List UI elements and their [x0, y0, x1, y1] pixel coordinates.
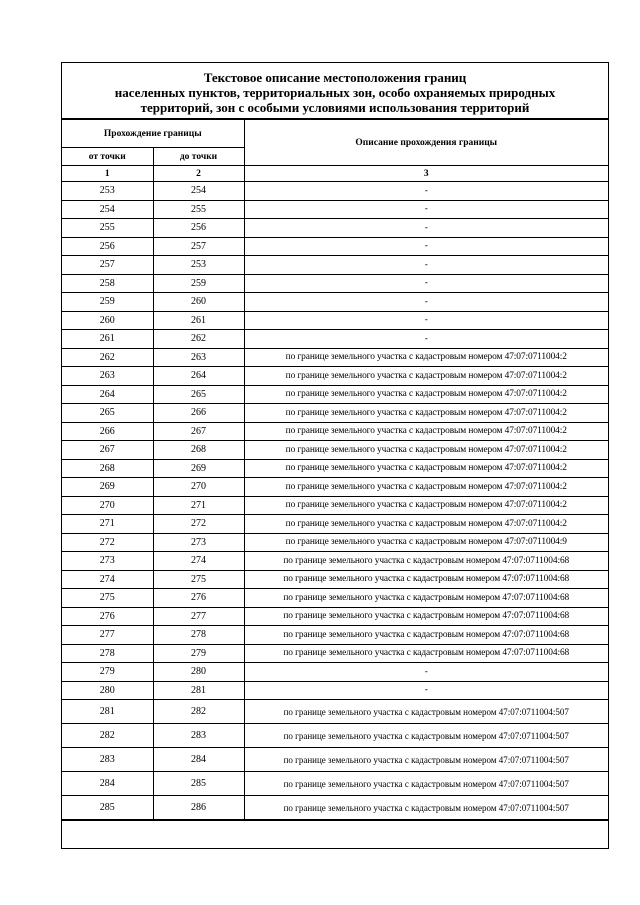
from-point-cell: 284: [62, 772, 153, 796]
description-cell: по границе земельного участка с кадастровым номером 47:07:0711004:2: [244, 404, 608, 423]
table-row: [62, 293, 608, 312]
from-point-cell: 258: [62, 274, 153, 293]
description-cell: по границе земельного участка с кадастровым номером 47:07:0711004:68: [244, 589, 608, 608]
from-point-cell: 277: [62, 626, 153, 645]
table-row: [62, 237, 608, 256]
from-point-cell: 265: [62, 404, 153, 423]
from-point-cell: 270: [62, 496, 153, 515]
table-row: [62, 496, 608, 515]
from-point-cell: 280: [62, 681, 153, 700]
table-row: [62, 404, 608, 423]
to-point-cell: 262: [153, 330, 244, 349]
table-row: [62, 748, 608, 772]
description-cell: -: [244, 293, 608, 312]
table-row: [62, 533, 608, 552]
to-point-cell: 275: [153, 570, 244, 589]
table-row: [62, 700, 608, 724]
from-point-cell: 261: [62, 330, 153, 349]
description-cell: по границе земельного участка с кадастровым номером 47:07:0711004:68: [244, 552, 608, 571]
from-point-cell: 264: [62, 385, 153, 404]
description-cell: по границе земельного участка с кадастровым номером 47:07:0711004:2: [244, 441, 608, 460]
to-point-cell: 280: [153, 663, 244, 682]
boundary-table: [62, 119, 608, 820]
table-row: [62, 459, 608, 478]
to-point-cell: 260: [153, 293, 244, 312]
to-point-cell: 266: [153, 404, 244, 423]
to-point-cell: 268: [153, 441, 244, 460]
table-row: [62, 274, 608, 293]
table-row: [62, 441, 608, 460]
to-point-cell: 265: [153, 385, 244, 404]
to-point-cell: 263: [153, 348, 244, 367]
title-line-2: населенных пунктов, территориальных зон, особо охраняемых природных: [114, 85, 556, 100]
from-point-cell: 275: [62, 589, 153, 608]
to-point-header: до точки: [153, 148, 244, 166]
from-point-cell: 254: [62, 200, 153, 219]
passage-header: Прохождение границы: [62, 120, 244, 148]
to-point-cell: 285: [153, 772, 244, 796]
description-cell: по границе земельного участка с кадастровым номером 47:07:0711004:68: [244, 644, 608, 663]
description-cell: по границе земельного участка с кадастровым номером 47:07:0711004:2: [244, 367, 608, 386]
description-cell: -: [244, 681, 608, 700]
to-point-cell: 253: [153, 256, 244, 275]
from-point-cell: 269: [62, 478, 153, 497]
description-cell: по границе земельного участка с кадастровым номером 47:07:0711004:68: [244, 626, 608, 645]
table-row: [62, 663, 608, 682]
description-cell: по границе земельного участка с кадастровым номером 47:07:0711004:507: [244, 724, 608, 748]
to-point-cell: 257: [153, 237, 244, 256]
to-point-cell: 271: [153, 496, 244, 515]
description-cell: по границе земельного участка с кадастровым номером 47:07:0711004:507: [244, 700, 608, 724]
table-row: [62, 422, 608, 441]
description-cell: по границе земельного участка с кадастровым номером 47:07:0711004:68: [244, 570, 608, 589]
document-title: [62, 63, 608, 119]
to-point-cell: 274: [153, 552, 244, 571]
table-row: [62, 724, 608, 748]
from-point-cell: 282: [62, 724, 153, 748]
description-cell: -: [244, 330, 608, 349]
to-point-cell: 284: [153, 748, 244, 772]
from-point-cell: 257: [62, 256, 153, 275]
description-cell: -: [244, 311, 608, 330]
to-point-cell: 254: [153, 182, 244, 201]
to-point-cell: 286: [153, 796, 244, 820]
to-point-cell: 259: [153, 274, 244, 293]
table-row: [62, 607, 608, 626]
description-cell: по границе земельного участка с кадастровым номером 47:07:0711004:2: [244, 459, 608, 478]
table-row: [62, 385, 608, 404]
table-row: [62, 219, 608, 238]
table-row: [62, 570, 608, 589]
description-header: Описание прохождения границы: [244, 120, 608, 166]
document-frame: [61, 62, 609, 849]
table-row: [62, 348, 608, 367]
from-point-header: от точки: [62, 148, 153, 166]
table-row: [62, 256, 608, 275]
description-cell: по границе земельного участка с кадастровым номером 47:07:0711004:9: [244, 533, 608, 552]
to-point-cell: 256: [153, 219, 244, 238]
description-cell: по границе земельного участка с кадастровым номером 47:07:0711004:2: [244, 496, 608, 515]
from-point-cell: 273: [62, 552, 153, 571]
description-cell: по границе земельного участка с кадастровым номером 47:07:0711004:2: [244, 348, 608, 367]
from-point-cell: 266: [62, 422, 153, 441]
from-point-cell: 283: [62, 748, 153, 772]
description-cell: -: [244, 182, 608, 201]
from-point-cell: 262: [62, 348, 153, 367]
column-number-3: 3: [244, 166, 608, 182]
table-row: [62, 182, 608, 201]
table-row: [62, 772, 608, 796]
to-point-cell: 283: [153, 724, 244, 748]
from-point-cell: 260: [62, 311, 153, 330]
to-point-cell: 270: [153, 478, 244, 497]
from-point-cell: 281: [62, 700, 153, 724]
to-point-cell: 267: [153, 422, 244, 441]
from-point-cell: 253: [62, 182, 153, 201]
to-point-cell: 279: [153, 644, 244, 663]
from-point-cell: 267: [62, 441, 153, 460]
description-cell: -: [244, 256, 608, 275]
from-point-cell: 271: [62, 515, 153, 534]
table-row: [62, 367, 608, 386]
table-row: [62, 200, 608, 219]
table-row: [62, 478, 608, 497]
to-point-cell: 277: [153, 607, 244, 626]
description-cell: -: [244, 274, 608, 293]
table-row: [62, 589, 608, 608]
to-point-cell: 255: [153, 200, 244, 219]
from-point-cell: 255: [62, 219, 153, 238]
to-point-cell: 272: [153, 515, 244, 534]
table-row: [62, 681, 608, 700]
description-cell: -: [244, 237, 608, 256]
column-number-2: 2: [153, 166, 244, 182]
to-point-cell: 264: [153, 367, 244, 386]
description-cell: -: [244, 663, 608, 682]
from-point-cell: 274: [62, 570, 153, 589]
description-cell: -: [244, 219, 608, 238]
table-row: [62, 626, 608, 645]
table-row: [62, 552, 608, 571]
to-point-cell: 269: [153, 459, 244, 478]
to-point-cell: 278: [153, 626, 244, 645]
empty-row: [62, 820, 608, 841]
from-point-cell: 279: [62, 663, 153, 682]
table-row: [62, 644, 608, 663]
title-line-3: территорий, зон с особыми условиями использования территорий: [140, 100, 530, 115]
to-point-cell: 281: [153, 681, 244, 700]
table-row: [62, 515, 608, 534]
description-cell: по границе земельного участка с кадастровым номером 47:07:0711004:68: [244, 607, 608, 626]
description-cell: по границе земельного участка с кадастровым номером 47:07:0711004:507: [244, 748, 608, 772]
from-point-cell: 268: [62, 459, 153, 478]
description-cell: по границе земельного участка с кадастровым номером 47:07:0711004:2: [244, 515, 608, 534]
from-point-cell: 263: [62, 367, 153, 386]
description-cell: по границе земельного участка с кадастровым номером 47:07:0711004:507: [244, 772, 608, 796]
from-point-cell: 272: [62, 533, 153, 552]
to-point-cell: 273: [153, 533, 244, 552]
from-point-cell: 259: [62, 293, 153, 312]
column-number-1: 1: [62, 166, 153, 182]
to-point-cell: 261: [153, 311, 244, 330]
table-row: [62, 311, 608, 330]
description-cell: по границе земельного участка с кадастровым номером 47:07:0711004:2: [244, 478, 608, 497]
to-point-cell: 282: [153, 700, 244, 724]
description-cell: по границе земельного участка с кадастровым номером 47:07:0711004:2: [244, 385, 608, 404]
description-cell: по границе земельного участка с кадастровым номером 47:07:0711004:507: [244, 796, 608, 820]
title-line-1: Текстовое описание местоположения границ: [203, 70, 467, 85]
from-point-cell: 285: [62, 796, 153, 820]
table-row: [62, 796, 608, 820]
description-cell: -: [244, 200, 608, 219]
description-cell: по границе земельного участка с кадастровым номером 47:07:0711004:2: [244, 422, 608, 441]
from-point-cell: 278: [62, 644, 153, 663]
from-point-cell: 276: [62, 607, 153, 626]
from-point-cell: 256: [62, 237, 153, 256]
to-point-cell: 276: [153, 589, 244, 608]
table-row: [62, 330, 608, 349]
